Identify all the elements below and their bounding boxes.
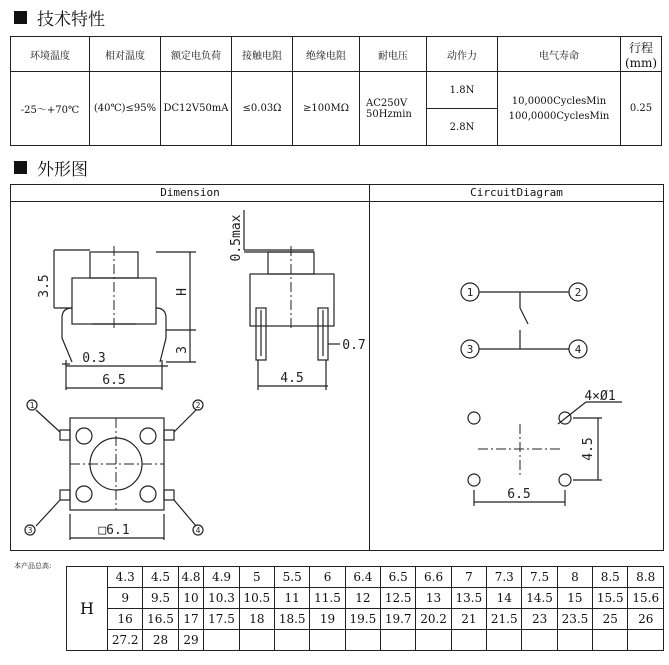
- leg-right: [156, 308, 166, 362]
- height-cell: 8.5: [593, 567, 628, 588]
- height-cell: 13: [416, 588, 451, 609]
- dim-3: 3: [175, 346, 190, 354]
- dim-0-5max: 0.5max: [229, 214, 244, 262]
- height-cell: 19.7: [381, 609, 416, 630]
- height-cell: 8: [557, 567, 592, 588]
- height-cell: 29: [178, 630, 204, 651]
- height-cell: [381, 630, 416, 651]
- spec-life-1: 10,0000CyclesMin: [511, 95, 607, 107]
- specs-header: 环境温度: [11, 37, 90, 72]
- top-pin-label: 2: [195, 401, 201, 410]
- specs-header: 耐电压: [360, 37, 427, 72]
- height-cell: 12.5: [381, 588, 416, 609]
- height-cell: 19.5: [345, 609, 380, 630]
- circuit-pin-label: 3: [466, 343, 474, 356]
- height-cell: [345, 630, 380, 651]
- terminal-3: [60, 490, 70, 500]
- height-cell: 6.5: [381, 567, 416, 588]
- dim-4-5: 4.5: [280, 371, 304, 386]
- height-cell: 4.9: [204, 567, 239, 588]
- height-cell: 13.5: [451, 588, 486, 609]
- height-row: [67, 567, 664, 588]
- height-cell: 18: [239, 609, 274, 630]
- height-cell: 6.4: [345, 567, 380, 588]
- height-cell: 6.6: [416, 567, 451, 588]
- terminal-1: [60, 430, 70, 440]
- circuit-header: CircuitDiagram: [370, 185, 663, 202]
- height-cell: 10.3: [204, 588, 239, 609]
- spec-force-2: 2.8N: [427, 109, 498, 146]
- height-note: 本产品总高:: [14, 562, 52, 570]
- height-row: [67, 609, 664, 630]
- height-cell: [522, 630, 557, 651]
- section-title-specs-text: 技术特性: [37, 10, 105, 30]
- corner-hole: [76, 428, 92, 444]
- terminal-2: [164, 430, 174, 440]
- height-cell: 7: [451, 567, 486, 588]
- spec-humidity: (40℃)≤95%: [90, 72, 161, 146]
- height-cell: 11: [275, 588, 310, 609]
- height-cell: [451, 630, 486, 651]
- height-cell: 4.5: [143, 567, 178, 588]
- height-cell: 23: [522, 609, 557, 630]
- height-cell: 10: [178, 588, 204, 609]
- height-cell: 5: [239, 567, 274, 588]
- height-row: [67, 630, 664, 651]
- spec-life-2: 100,0000CyclesMin: [508, 110, 610, 122]
- spec-travel: 0.25: [621, 72, 662, 146]
- terminal-4: [164, 490, 174, 500]
- height-cell: 4.8: [178, 567, 204, 588]
- circuit-pin-label: 1: [466, 286, 474, 299]
- height-cell: 19: [310, 609, 345, 630]
- specs-header: 接触电阻: [232, 37, 293, 72]
- height-cell: [416, 630, 451, 651]
- height-cell: 6: [310, 567, 345, 588]
- height-cell: 10.5: [239, 588, 274, 609]
- specs-header: 绝缘电阻: [293, 37, 360, 72]
- spec-contact-resistance: ≤0.03Ω: [232, 72, 293, 146]
- corner-hole: [140, 428, 156, 444]
- dim-6-1: □6.1: [98, 523, 130, 538]
- height-cell: [239, 630, 274, 651]
- height-cell: [204, 630, 239, 651]
- dim-6-5: 6.5: [102, 373, 126, 388]
- height-cell: 17.5: [204, 609, 239, 630]
- pcb-hole: [468, 474, 480, 486]
- circuit-pin-label: 4: [574, 343, 582, 356]
- specs-header: 相对温度: [90, 37, 161, 72]
- dim-circuit-4-5: 4.5: [581, 437, 596, 461]
- leg-left: [62, 308, 72, 362]
- dim-holes: 4×Ø1: [584, 389, 616, 404]
- height-table-body: [67, 567, 664, 651]
- height-cell: [487, 630, 522, 651]
- height-row: [67, 588, 664, 609]
- height-cell: 12: [345, 588, 380, 609]
- height-cell: 8.8: [628, 567, 664, 588]
- height-cell: 21.5: [487, 609, 522, 630]
- height-cell: 15.6: [628, 588, 664, 609]
- specs-header: 行程(mm): [621, 37, 662, 72]
- height-cell: [275, 630, 310, 651]
- dim-0-3: 0.3: [82, 351, 106, 366]
- height-cell: 20.2: [416, 609, 451, 630]
- height-cell: [557, 630, 592, 651]
- side-view: [244, 210, 340, 390]
- specs-header: 电气寿命: [498, 37, 621, 72]
- height-cell: 26: [628, 609, 664, 630]
- top-pin-label: 1: [29, 401, 35, 410]
- height-cell: 7.5: [522, 567, 557, 588]
- circuit-pin-label: 2: [574, 286, 582, 299]
- height-cell: 9.5: [143, 588, 178, 609]
- top-pin-label: 4: [195, 526, 201, 535]
- height-cell: 9: [108, 588, 143, 609]
- height-cell: [593, 630, 628, 651]
- pcb-hole: [468, 412, 480, 424]
- height-cell: 14.5: [522, 588, 557, 609]
- dim-0-7: 0.7: [342, 338, 366, 353]
- corner-hole: [140, 486, 156, 502]
- section-title-outline-text: 外形图: [37, 160, 88, 180]
- height-cell: 28: [143, 630, 178, 651]
- spec-withstand-voltage: AC250V 50Hzmin: [360, 72, 427, 146]
- height-cell: 5.5: [275, 567, 310, 588]
- height-cell: 18.5: [275, 609, 310, 630]
- height-cell: 14: [487, 588, 522, 609]
- height-label: H: [67, 567, 108, 651]
- pcb-hole: [559, 474, 571, 486]
- height-cell: 23.5: [557, 609, 592, 630]
- height-cell: 16: [108, 609, 143, 630]
- height-table: [66, 566, 664, 651]
- height-cell: 27.2: [108, 630, 143, 651]
- height-cell: 25: [593, 609, 628, 630]
- top-pin-label: 3: [27, 526, 33, 535]
- height-cell: 7.3: [487, 567, 522, 588]
- height-cell: [628, 630, 664, 651]
- height-cell: 21: [451, 609, 486, 630]
- spec-insulation-resistance: ≥100MΩ: [293, 72, 360, 146]
- dim-circuit-6-5: 6.5: [507, 487, 531, 502]
- height-cell: 17: [178, 609, 204, 630]
- body-side: [250, 274, 334, 326]
- height-cell: 11.5: [310, 588, 345, 609]
- corner-hole: [76, 486, 92, 502]
- switch-contact: [520, 308, 528, 324]
- front-view: [54, 250, 196, 390]
- spec-force-1: 1.8N: [427, 72, 498, 109]
- height-cell: [310, 630, 345, 651]
- spec-ambient-temp: -25～+70℃: [11, 72, 90, 146]
- dimension-header: Dimension: [11, 185, 369, 202]
- dim-3-5: 3.5: [37, 274, 52, 298]
- specs-header: 额定电负荷: [161, 37, 232, 72]
- height-cell: 15: [557, 588, 592, 609]
- height-cell: 4.3: [108, 567, 143, 588]
- height-cell: 16.5: [143, 609, 178, 630]
- specs-header: 动作力: [427, 37, 498, 72]
- height-cell: 15.5: [593, 588, 628, 609]
- spec-rated-load: DC12V50mA: [161, 72, 232, 146]
- top-view: [25, 400, 203, 540]
- dim-h: H: [175, 288, 190, 296]
